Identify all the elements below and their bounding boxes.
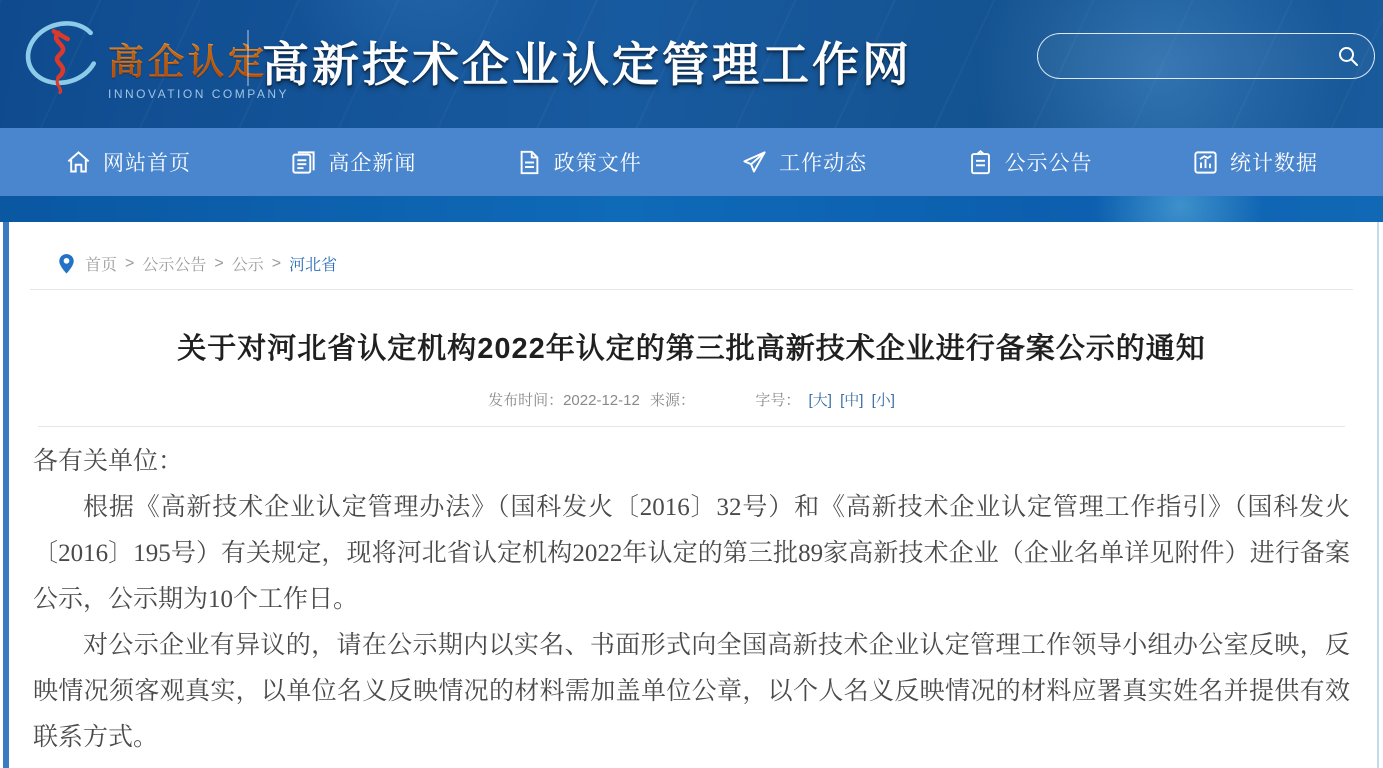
main-nav	[0, 128, 1383, 196]
work-dynamics-icon	[741, 149, 768, 176]
breadcrumb-separator: >	[271, 254, 282, 272]
nav-item-home[interactable]	[65, 147, 191, 177]
breadcrumb	[30, 222, 1353, 290]
breadcrumb-current-hebei[interactable]: 河北省	[289, 257, 338, 274]
breadcrumb-separator: >	[125, 254, 135, 272]
breadcrumb-item-announcements[interactable]: 公示公告	[142, 257, 207, 274]
search-box	[1037, 33, 1375, 79]
content-area	[0, 222, 1383, 768]
policy-icon	[516, 149, 543, 176]
search-input[interactable]	[1038, 34, 1336, 78]
nav-label: 公示公告	[1004, 152, 1093, 175]
statistics-icon	[1192, 149, 1219, 176]
article-paragraph-1: 根据《高新技术企业认定管理办法》（国科发火〔2016〕32号）和《高新技术企业认定管理工作指引》（国科发火〔2016〕195号）有关规定，现将河北省认定机构2022年认定的第三批89家高新技术企业（企业名单详见附件）进行备案公示，公示期为10个工作日。	[33, 494, 1350, 613]
logo-subtitle: INNOVATION COMPANY	[108, 86, 290, 101]
article-title: 关于对河北省认定机构2022年认定的第三批高新技术企业进行备案公示的通知	[177, 333, 1206, 365]
font-size-label: 字号：	[755, 392, 801, 409]
logo-title: 高企认定	[108, 34, 289, 85]
nav-item-announcement[interactable]	[967, 147, 1093, 177]
publish-date: 2022-12-12	[563, 392, 640, 409]
nav-label: 网站首页	[103, 152, 191, 175]
nav-label: 政策文件	[553, 152, 642, 175]
news-icon	[290, 149, 317, 176]
article-paragraph-2: 对公示企业有异议的，请在公示期内以实名、书面形式向全国高新技术企业认定管理工作领导小组办公室反映，反映情况须客观真实，以单位名义反映情况的材料需加盖单位公章，以个人名义反映情况的材料应署真实姓名并提供有效联系方式。	[33, 632, 1350, 751]
location-pin-icon	[58, 253, 75, 275]
meta-divider	[38, 426, 1345, 427]
site-header	[0, 0, 1383, 128]
breadcrumb-separator: >	[214, 254, 224, 272]
left-edge-strip	[3, 222, 9, 768]
font-size-large-button[interactable]: [大]	[808, 392, 832, 409]
breadcrumb-item-publicity[interactable]: 公示	[231, 257, 264, 274]
nav-label: 工作动态	[779, 152, 868, 175]
header-divider	[247, 30, 249, 86]
breadcrumb-item-home[interactable]: 首页	[85, 257, 118, 274]
nav-item-work-dynamics[interactable]	[741, 147, 867, 177]
article-body	[33, 439, 1350, 761]
nav-label: 高企新闻	[328, 152, 417, 175]
right-edge-strip	[1377, 222, 1379, 768]
font-size-medium-button[interactable]: [中]	[840, 392, 864, 409]
nav-item-policy[interactable]	[516, 147, 642, 177]
announcement-icon	[967, 149, 994, 176]
font-size-small-button[interactable]: [小]	[871, 392, 895, 409]
search-button[interactable]	[1336, 44, 1374, 68]
publish-time-label: 发布时间：	[488, 392, 564, 409]
article-meta	[0, 389, 1383, 410]
search-icon	[1336, 44, 1360, 68]
nav-label: 统计数据	[1229, 152, 1318, 175]
article-paragraph-salutation: 各有关单位：	[33, 448, 184, 475]
home-icon	[65, 149, 92, 176]
nav-item-statistics[interactable]	[1192, 147, 1318, 177]
source-label: 来源：	[650, 392, 696, 409]
site-title: 高新技术企业认定管理工作网	[262, 40, 912, 92]
decorative-band	[0, 196, 1383, 222]
nav-item-news[interactable]	[290, 147, 416, 177]
logo-swirl-icon	[14, 14, 106, 110]
